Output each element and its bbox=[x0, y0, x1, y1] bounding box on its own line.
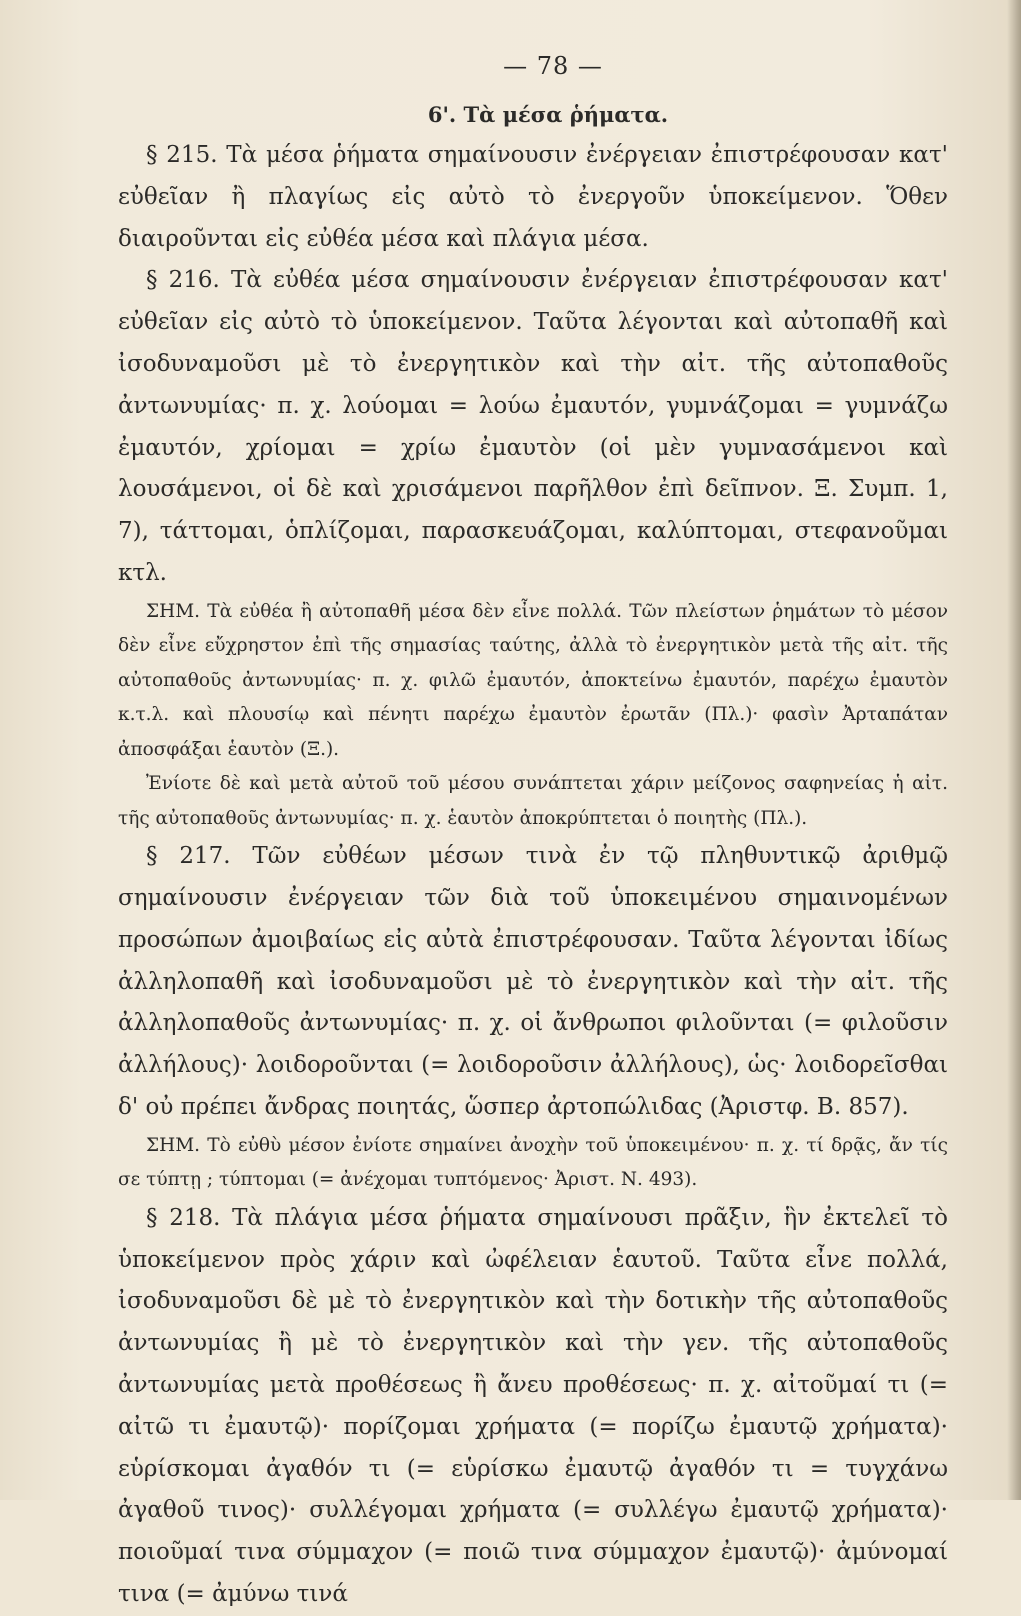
note-paragraph: ΣΗΜ. Τὸ εὐθὺ μέσον ἐνίοτε σημαίνει ἀνοχὴν τοῦ ὑποκειμένου· π. χ. τί δρᾷς, ἄν τίς σε τύπτῃ ; τύπτομαι (= ἀνέχομαι τυπτόμενος· Ἀριστ. Ν. 493). bbox=[118, 1134, 948, 1191]
page-content bbox=[118, 52, 948, 1616]
section-paragraph: § 218. Τὰ πλάγια μέσα ῥήματα σημαίνουσι πρᾶξιν, ἣν ἐκτελεῖ τὸ ὑποκείμενον πρὸς χάριν καὶ ὠφέλειαν ἑαυτοῦ. Ταῦτα εἶνε πολλά, ἰσοδυναμοῦσι δὲ μὲ τὸ ἐνεργητικὸν καὶ τὴν δοτικὴν τῆς αὐτοπαθοῦς ἀντωνυμίας ἢ μὲ τὸ ἐνεργητικὸν καὶ τὴν γεν. τῆς αὐτοπαθοῦς ἀντωνυμίας μετὰ προθέσεως ἢ ἄνευ προθέσεως· π. χ. αἰτοῦμαί τι (= αἰτῶ τι ἐμαυτῷ)· πορίζομαι χρήματα (= πορίζω ἐμαυτῷ χρήματα)· εὑρίσκομαι ἀγαθόν τι (= εὑρίσκω ἐμαυτῷ ἀγαθόν τι = τυγχάνω ἀγαθοῦ τινος)· συλλέγομαι χρήματα (= συλλέγω ἐμαυτῷ χρήματα)· ποιοῦμαί τινα σύμμαχον (= ποιῶ τινα σύμμαχον ἐμαυτῷ)· ἀμύνομαί τινα (= ἀμύνω τινά bbox=[118, 1204, 948, 1608]
section-paragraph: § 216. Τὰ εὐθέα μέσα σημαίνουσιν ἐνέργειαν ἐπιστρέφουσαν κατ' εὐθεῖαν εἰς αὐτὸ τὸ ὑποκείμενον. Ταῦτα λέγονται καὶ αὐτοπαθῆ καὶ ἰσοδυναμοῦσι μὲ τὸ ἐνεργητικὸν καὶ τὴν αἰτ. τῆς αὐτοπαθοῦς ἀντωνυμίας· π. χ. λούομαι = λούω ἐμαυτόν, γυμνάζομαι = γυμνάζω ἐμαυτόν, χρίομαι = χρίω ἐμαυτὸν (οἱ μὲν γυμνασάμενοι καὶ λουσάμενοι, οἱ δὲ καὶ χρισάμενοι παρῆλθον ἐπὶ δεῖπνον. Ξ. Συμπ. 1, 7), τάττομαι, ὁπλίζομαι, παρασκευάζομαι, καλύπτομαι, στεφανοῦμαι κτλ. bbox=[118, 267, 948, 586]
page-number: — 78 — bbox=[503, 52, 603, 80]
note-paragraph: ΣΗΜ. Τὰ εὐθέα ἢ αὐτοπαθῆ μέσα δὲν εἶνε πολλά. Τῶν πλείστων ῥημάτων τὸ μέσον δὲν εἶνε εὔχρηστον ἐπὶ τῆς σημασίας ταύτης, ἀλλὰ τὸ ἐνεργητικὸν μετὰ τῆς αἰτ. τῆς αὐτοπαθοῦς ἀντωνυμίας· π. χ. φιλῶ ἐμαυτόν, ἀποκτείνω ἐμαυτόν, παρέχω ἐμαυτὸν κ.τ.λ. καὶ πλουσίῳ καὶ πένητι παρέχω ἐμαυτὸν ἐρωτᾶν (Πλ.)· φασὶν Ἀρταπάταν ἀποσφάξαι ἑαυτὸν (Ξ.). bbox=[118, 600, 948, 760]
section-paragraph: § 215. Τὰ μέσα ῥήματα σημαίνουσιν ἐνέργειαν ἐπιστρέφουσαν κατ' εὐθεῖαν ἢ πλαγίως εἰς αὐτὸ τὸ ἐνεργοῦν ὑποκείμενον. Ὅθεν διαιροῦνται εἰς εὐθέα μέσα καὶ πλάγια μέσα. bbox=[118, 142, 948, 252]
body-text bbox=[118, 135, 948, 1616]
note-paragraph: Ἐνίοτε δὲ καὶ μετὰ αὐτοῦ τοῦ μέσου συνάπτεται χάριν μείζονος σαφηνείας ἡ αἰτ. τῆς αὐτοπαθοῦς ἀντωνυμίας· π. χ. ἑαυτὸν ἀποκρύπτεται ὁ ποιητὴς (Πλ.). bbox=[118, 773, 948, 829]
page-edge-shadow bbox=[1007, 0, 1021, 1500]
section-paragraph: § 217. Τῶν εὐθέων μέσων τινὰ ἐν τῷ πληθυντικῷ ἀριθμῷ σημαίνουσιν ἐνέργειαν τῶν διὰ τοῦ ὑποκειμένου σημαινομένων προσώπων ἀμοιβαίως εἰς αὐτὰ ἐπιστρέφουσαν. Ταῦτα λέγονται ἰδίως ἀλληλοπαθῆ καὶ ἰσοδυναμοῦσι μὲ τὸ ἐνεργητικὸν καὶ τὴν αἰτ. τῆς ἀλληλοπαθοῦς ἀντωνυμίας· π. χ. οἱ ἄνθρωποι φιλοῦνται (= φιλοῦσιν ἀλλήλους)· λοιδοροῦνται (= λοιδοροῦσιν ἀλλήλους), ὡς· λοιδορεῖσθαι δ' οὐ πρέπει ἄνδρας ποιητάς, ὥσπερ ἀρτοπώλιδας (Ἀριστφ. Β. 857). bbox=[118, 843, 948, 1121]
section-heading: 6'. Τὰ μέσα ῥήματα. bbox=[427, 102, 669, 127]
